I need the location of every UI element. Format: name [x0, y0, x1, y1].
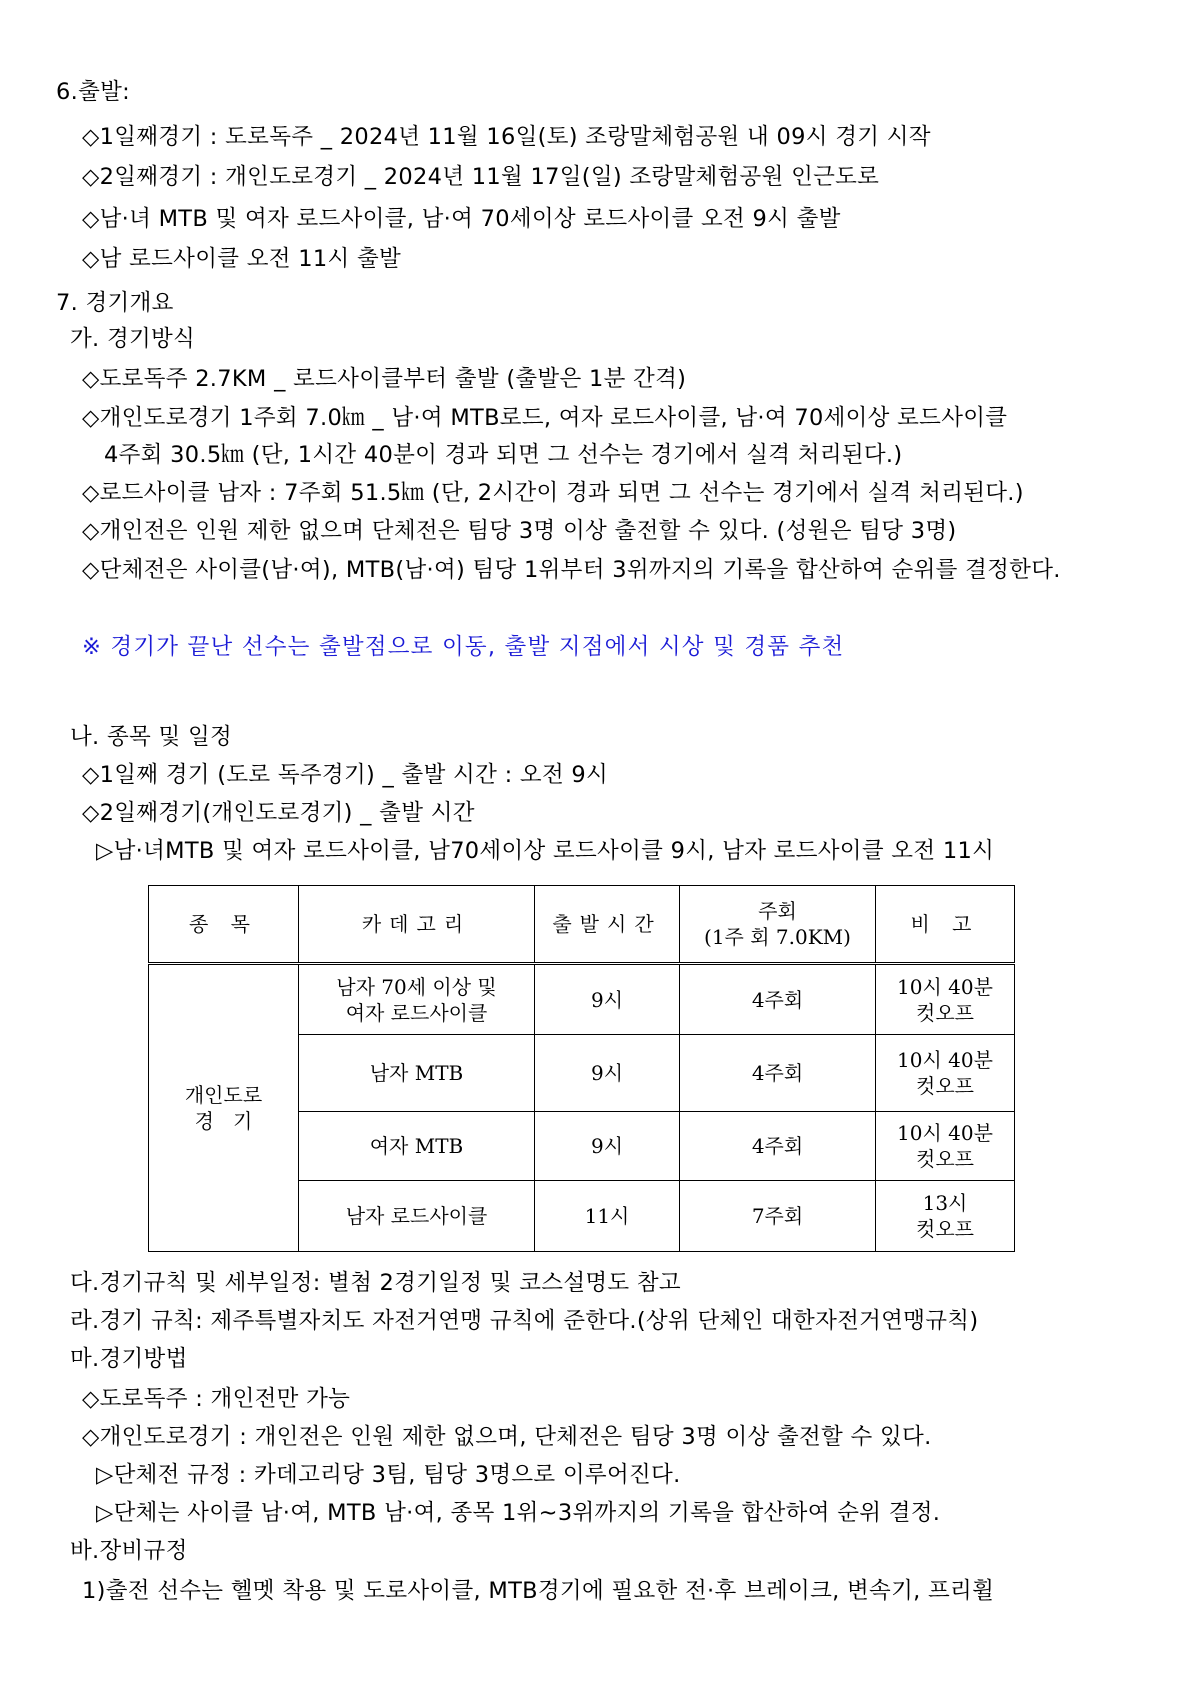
category-line1: 남자 70세 이상 및	[336, 974, 497, 999]
header-laps-line2: (1주 회 7.0KM)	[704, 925, 851, 949]
note-cell	[876, 1035, 1015, 1112]
ga-item-1: ◇도로독주 2.7KM _ 로드사이클부터 출발 (출발은 1분 간격)	[82, 366, 687, 392]
note-line2: 컷오프	[916, 1147, 974, 1171]
table-row	[149, 964, 1015, 1035]
event-name-cell	[149, 964, 299, 1252]
section-6-title: 6.출발:	[56, 79, 131, 105]
start-time-cell: 9시	[535, 1112, 680, 1181]
header-note: 비 고	[876, 886, 1015, 964]
note-line2: 컷오프	[916, 1074, 974, 1098]
section-6-item-2: ◇2일째경기 : 개인도로경기 _ 2024년 11월 17일(일) 조랑말체험공원 인근도로	[82, 164, 880, 190]
header-category: 카데고리	[299, 886, 535, 964]
subsection-na-title: 나. 종목 및 일정	[70, 724, 233, 750]
laps-cell: 7주회	[680, 1181, 876, 1252]
section-6-item-1: ◇1일째경기 : 도로독주 _ 2024년 11월 16일(토) 조랑말체험공원 내 09시 경기 시작	[82, 124, 931, 150]
start-time-cell: 11시	[535, 1181, 680, 1252]
na-item-3: ▷남·녀MTB 및 여자 로드사이클, 남70세이상 로드사이클 9시, 남자 로드사이클 오전 11시	[96, 838, 995, 864]
note-cell	[876, 1181, 1015, 1252]
note-line2: 컷오프	[916, 1217, 974, 1241]
event-name-line2: 경 기	[194, 1109, 253, 1133]
na-item-1: ◇1일째 경기 (도로 독주경기) _ 출발 시간 : 오전 9시	[82, 762, 609, 788]
note-cell	[876, 964, 1015, 1035]
category-cell: 남자 MTB	[299, 1035, 535, 1112]
ga-item-4: ◇개인전은 인원 제한 없으며 단체전은 팀당 3명 이상 출전할 수 있다. (성원은 팀당 3명)	[82, 518, 957, 544]
note-line1: 10시 40분	[897, 974, 993, 999]
ma-item-3: ▷단체전 규정 : 카데고리당 3팀, 팀당 3명으로 이루어진다.	[96, 1462, 681, 1488]
notice-line: ※ 경기가 끝난 선수는 출발점으로 이동, 출발 지점에서 시상 및 경품 추천	[82, 634, 845, 660]
header-start-time: 출발시간	[535, 886, 680, 964]
header-event: 종 목	[149, 886, 299, 964]
na-item-2: ◇2일째경기(개인도로경기) _ 출발 시간	[82, 800, 475, 826]
note-line1: 13시	[922, 1191, 968, 1215]
laps-cell: 4주회	[680, 964, 876, 1035]
header-laps-line1: 주회	[758, 899, 797, 923]
ma-item-2: ◇개인도로경기 : 개인전은 인원 제한 없으며, 단체전은 팀당 3명 이상 출전할 수 있다.	[82, 1424, 932, 1450]
ba-item-1: 1)출전 선수는 헬멧 착용 및 도로사이클, MTB경기에 필요한 전·후 브레이크, 변속기, 프리휠	[82, 1578, 995, 1604]
category-cell: 여자 MTB	[299, 1112, 535, 1181]
category-cell	[299, 964, 535, 1035]
section-7-title: 7. 경기개요	[56, 290, 174, 316]
ga-item-2: ◇개인도로경기 1주회 7.0㎞ _ 남·여 MTB로드, 여자 로드사이클, 남·여 70세이상 로드사이클	[82, 405, 1008, 431]
schedule-table	[148, 885, 1015, 1252]
start-time-cell: 9시	[535, 1035, 680, 1112]
category-line2: 여자 로드사이클	[345, 1000, 488, 1025]
subsection-ba-title: 바.장비규정	[70, 1538, 188, 1564]
laps-cell: 4주회	[680, 1112, 876, 1181]
subsection-ga-title: 가. 경기방식	[70, 326, 196, 352]
event-name-line1: 개인도로	[184, 1083, 263, 1107]
subsection-da: 다.경기규칙 및 세부일정: 별첨 2경기일정 및 코스설명도 참고	[70, 1270, 681, 1296]
ga-item-3: ◇로드사이클 남자 : 7주회 51.5㎞ (단, 2시간이 경과 되면 그 선수는 경기에서 실격 처리된다.)	[82, 480, 1024, 506]
section-6-item-3: ◇남·녀 MTB 및 여자 로드사이클, 남·여 70세이상 로드사이클 오전 9시 출발	[82, 206, 841, 232]
section-6-item-4: ◇남 로드사이클 오전 11시 출발	[82, 246, 402, 272]
start-time-cell: 9시	[535, 964, 680, 1035]
category-cell: 남자 로드사이클	[299, 1181, 535, 1252]
header-laps	[680, 886, 876, 964]
note-line1: 10시 40분	[897, 1048, 993, 1072]
note-cell	[876, 1112, 1015, 1181]
subsection-ra: 라.경기 규칙: 제주특별자치도 자전거연맹 규칙에 준한다.(상위 단체인 대한자전거연맹규칙)	[70, 1308, 979, 1334]
ma-item-4: ▷단체는 사이클 남·여, MTB 남·여, 종목 1위~3위까지의 기록을 합산하여 순위 결정.	[96, 1500, 941, 1526]
ga-item-2-continued: 4주회 30.5㎞ (단, 1시간 40분이 경과 되면 그 선수는 경기에서 실격 처리된다.)	[104, 442, 903, 468]
note-line2: 컷오프	[916, 1000, 974, 1025]
note-line1: 10시 40분	[897, 1121, 993, 1145]
laps-cell: 4주회	[680, 1035, 876, 1112]
table-header-row	[149, 886, 1015, 964]
ma-item-1: ◇도로독주 : 개인전만 가능	[82, 1386, 351, 1412]
subsection-ma-title: 마.경기방법	[70, 1346, 188, 1372]
ga-item-5: ◇단체전은 사이클(남·여), MTB(남·여) 팀당 1위부터 3위까지의 기록을 합산하여 순위를 결정한다.	[82, 557, 1061, 583]
